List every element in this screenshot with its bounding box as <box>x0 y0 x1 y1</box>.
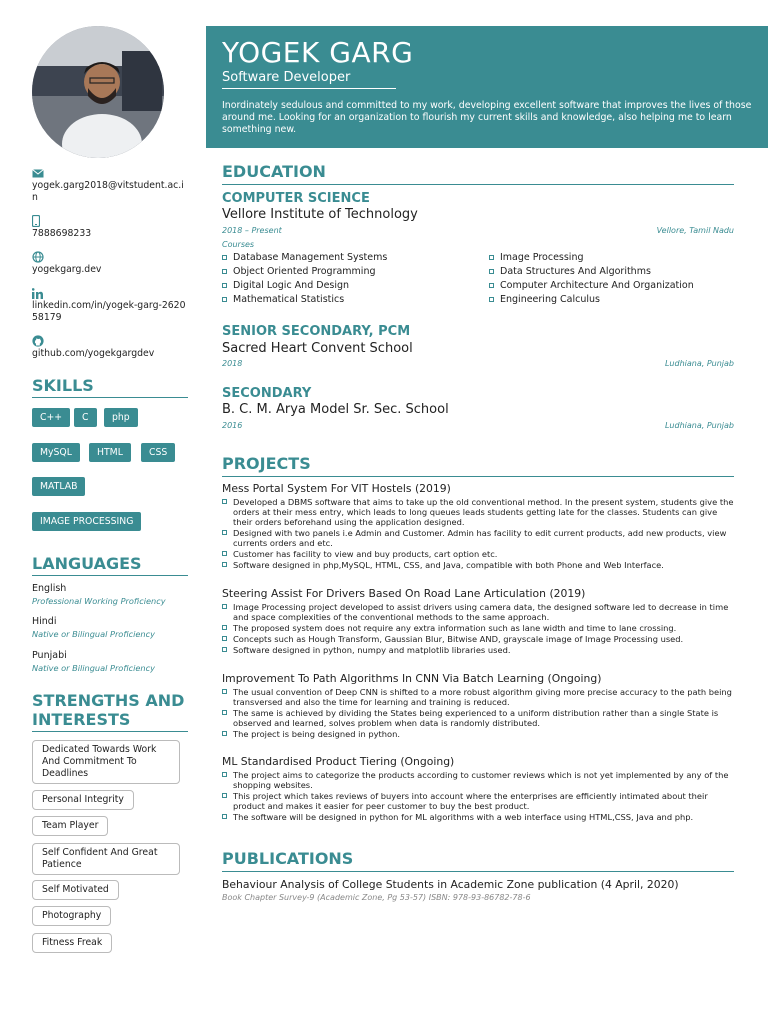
language-name: Hindi <box>32 616 57 627</box>
project-title: Improvement To Path Algorithms In CNN Via Batch Learning (Ongoing) <box>222 672 602 685</box>
project-bullet: The same is achieved by dividing the States being experienced to a uniform distribution rather than a single State is observed and learned, solves problem when data is randomly distributed. <box>222 708 734 728</box>
education-school: Vellore Institute of Technology <box>222 207 418 222</box>
language-name: English <box>32 583 67 594</box>
project-bullet: The project is being designed in python. <box>222 729 734 739</box>
contact-email[interactable] <box>32 166 188 204</box>
linkedin-text: linkedin.com/in/yogek-garg-262058179 <box>32 300 186 323</box>
education-degree: COMPUTER SCIENCE <box>222 191 370 206</box>
project-title: ML Standardised Product Tiering (Ongoing) <box>222 755 455 768</box>
project-bullet: The project aims to categorize the products according to customer reviews which is not yet implemented by any of the shopping websites. <box>222 770 734 790</box>
project-bullet: Developed a DBMS software that aims to take up the old conventional method. In the present system, students give the orders at their mess entry, which leads to long queues leads students getting late for the classes. Students can give their orders beforehand using the application designed. <box>222 497 734 527</box>
education-date: 2018 <box>222 359 243 368</box>
project-title: Steering Assist For Drivers Based On Road Lane Articulation (2019) <box>222 587 586 600</box>
education-location: Ludhiana, Punjab <box>664 421 734 430</box>
language-name: Punjabi <box>32 650 67 661</box>
course-item: Data Structures And Algorithms <box>489 266 651 277</box>
project-bullet: Software designed in php,MySQL, HTML, CSS, and Java, compatible with both Phone and Web Interface. <box>222 560 734 570</box>
project-entry <box>222 482 734 571</box>
job-title: Software Developer <box>222 70 396 89</box>
course-item: Mathematical Statistics <box>222 294 344 305</box>
summary: Inordinately sedulous and committed to my work, developing excellent software that improves the lives of those around me. Looking for an organization to flourish my current skills and knowledge, also helping me to learn something new. <box>222 100 752 135</box>
project-bullet: Concepts such as Hough Transform, Gaussian Blur, Bitwise AND, grayscale image of Image Processing used. <box>222 634 734 644</box>
course-item: Image Processing <box>489 252 584 263</box>
strength-item: Fitness Freak <box>32 933 112 953</box>
education-location: Ludhiana, Punjab <box>664 359 734 368</box>
projects-heading: PROJECTS <box>222 454 734 477</box>
skill-tag: C++ <box>32 408 70 427</box>
project-bullet: Software designed in python, numpy and matplotlib libraries used. <box>222 645 734 655</box>
languages-heading: LANGUAGES <box>32 554 188 576</box>
project-bullet: The proposed system does not require any extra information such as lane width and time to lane crossing. <box>222 623 734 633</box>
skill-tag: MATLAB <box>32 477 85 496</box>
header-banner <box>206 26 768 148</box>
profile-photo <box>32 26 164 158</box>
phone-icon <box>32 215 40 227</box>
strength-item: Dedicated Towards Work And Commitment To Deadlines <box>32 740 180 784</box>
linkedin-icon <box>32 288 43 299</box>
email-text: yogek.garg2018@vitstudent.ac.in <box>32 180 184 203</box>
course-item: Digital Logic And Design <box>222 280 349 291</box>
skill-tag: C <box>74 408 97 427</box>
project-title: Mess Portal System For VIT Hostels (2019) <box>222 482 451 495</box>
courses-label: Courses <box>222 240 255 249</box>
strength-item: Photography <box>32 906 111 926</box>
language-item <box>32 583 188 607</box>
skill-tag: HTML <box>89 443 131 462</box>
course-item: Database Management Systems <box>222 252 387 263</box>
skill-tag: CSS <box>141 443 175 462</box>
contact-phone[interactable] <box>32 214 188 240</box>
publications-heading: PUBLICATIONS <box>222 849 734 872</box>
github-text: github.com/yogekgargdev <box>32 348 155 359</box>
publication-meta: Book Chapter Survey-9 (Academic Zone, Pg 53-57) ISBN: 978-93-86782-78-6 <box>222 893 531 902</box>
course-item: Engineering Calculus <box>489 294 600 305</box>
project-bullet: The software will be designed in python for ML algorithms with a web interface using HTML,CSS, Java and php. <box>222 812 734 822</box>
education-school: Sacred Heart Convent School <box>222 341 413 356</box>
course-item: Object Oriented Programming <box>222 266 376 277</box>
contact-website[interactable] <box>32 250 188 276</box>
education-heading: EDUCATION <box>222 162 734 185</box>
website-text: yogekgarg.dev <box>32 264 102 275</box>
strengths-heading-line1: STRENGTHS AND <box>32 691 185 710</box>
github-icon <box>32 335 44 347</box>
language-item <box>32 616 188 640</box>
strength-item: Self Confident And Great Patience <box>32 843 180 875</box>
skill-tag: php <box>104 408 138 427</box>
project-bullet: Customer has facility to view and buy products, cart option etc. <box>222 549 734 559</box>
education-degree: SECONDARY <box>222 386 312 401</box>
strengths-heading-line2: INTERESTS <box>32 710 131 729</box>
language-level: Native or Bilingual Proficiency <box>32 629 155 639</box>
project-bullet: Designed with two panels i.e Admin and Customer. Admin has facility to edit current products, add new products, view currents orders and etc. <box>222 528 734 548</box>
phone-text: 7888698233 <box>32 228 92 239</box>
strength-item: Self Motivated <box>32 880 119 900</box>
contact-list <box>32 166 188 370</box>
project-entry <box>222 672 734 740</box>
skills-heading: SKILLS <box>32 376 188 398</box>
education-location: Vellore, Tamil Nadu <box>656 226 734 235</box>
education-date: 2018 – Present <box>222 226 282 235</box>
project-bullet: Image Processing project developed to assist drivers using camera data, the designed software led to decrease in time and space complexities of the conventional methods to the same approach. <box>222 602 734 622</box>
website-icon <box>32 251 44 263</box>
project-bullet: This project which takes reviews of buyers into account where the enterprises are efficiently intimated about their product and makes it easier for peer customer to buy the best product. <box>222 791 734 811</box>
skill-tag: MySQL <box>32 443 80 462</box>
project-bullet: The usual convention of Deep CNN is shifted to a more robust algorithm giving more precise accuracy to the path being transversed and also the time for learning and training is reduced. <box>222 687 734 707</box>
project-entry <box>222 755 734 823</box>
contact-github[interactable] <box>32 334 188 360</box>
email-icon <box>32 169 44 178</box>
strength-item: Team Player <box>32 816 108 836</box>
course-item: Computer Architecture And Organization <box>489 280 694 291</box>
education-degree: SENIOR SECONDARY, PCM <box>222 324 411 339</box>
education-school: B. C. M. Arya Model Sr. Sec. School <box>222 402 449 417</box>
language-level: Professional Working Proficiency <box>32 596 166 606</box>
skill-tag: IMAGE PROCESSING <box>32 512 141 531</box>
strength-item: Personal Integrity <box>32 790 134 810</box>
strengths-heading <box>32 691 188 732</box>
publication-title: Behaviour Analysis of College Students in Academic Zone publication (4 April, 2020) <box>222 878 679 891</box>
project-entry <box>222 587 734 656</box>
contact-linkedin[interactable] <box>32 286 188 324</box>
education-date: 2016 <box>222 421 243 430</box>
person-name: YOGEK GARG <box>222 36 414 69</box>
language-level: Native or Bilingual Proficiency <box>32 663 155 673</box>
language-item <box>32 650 188 674</box>
